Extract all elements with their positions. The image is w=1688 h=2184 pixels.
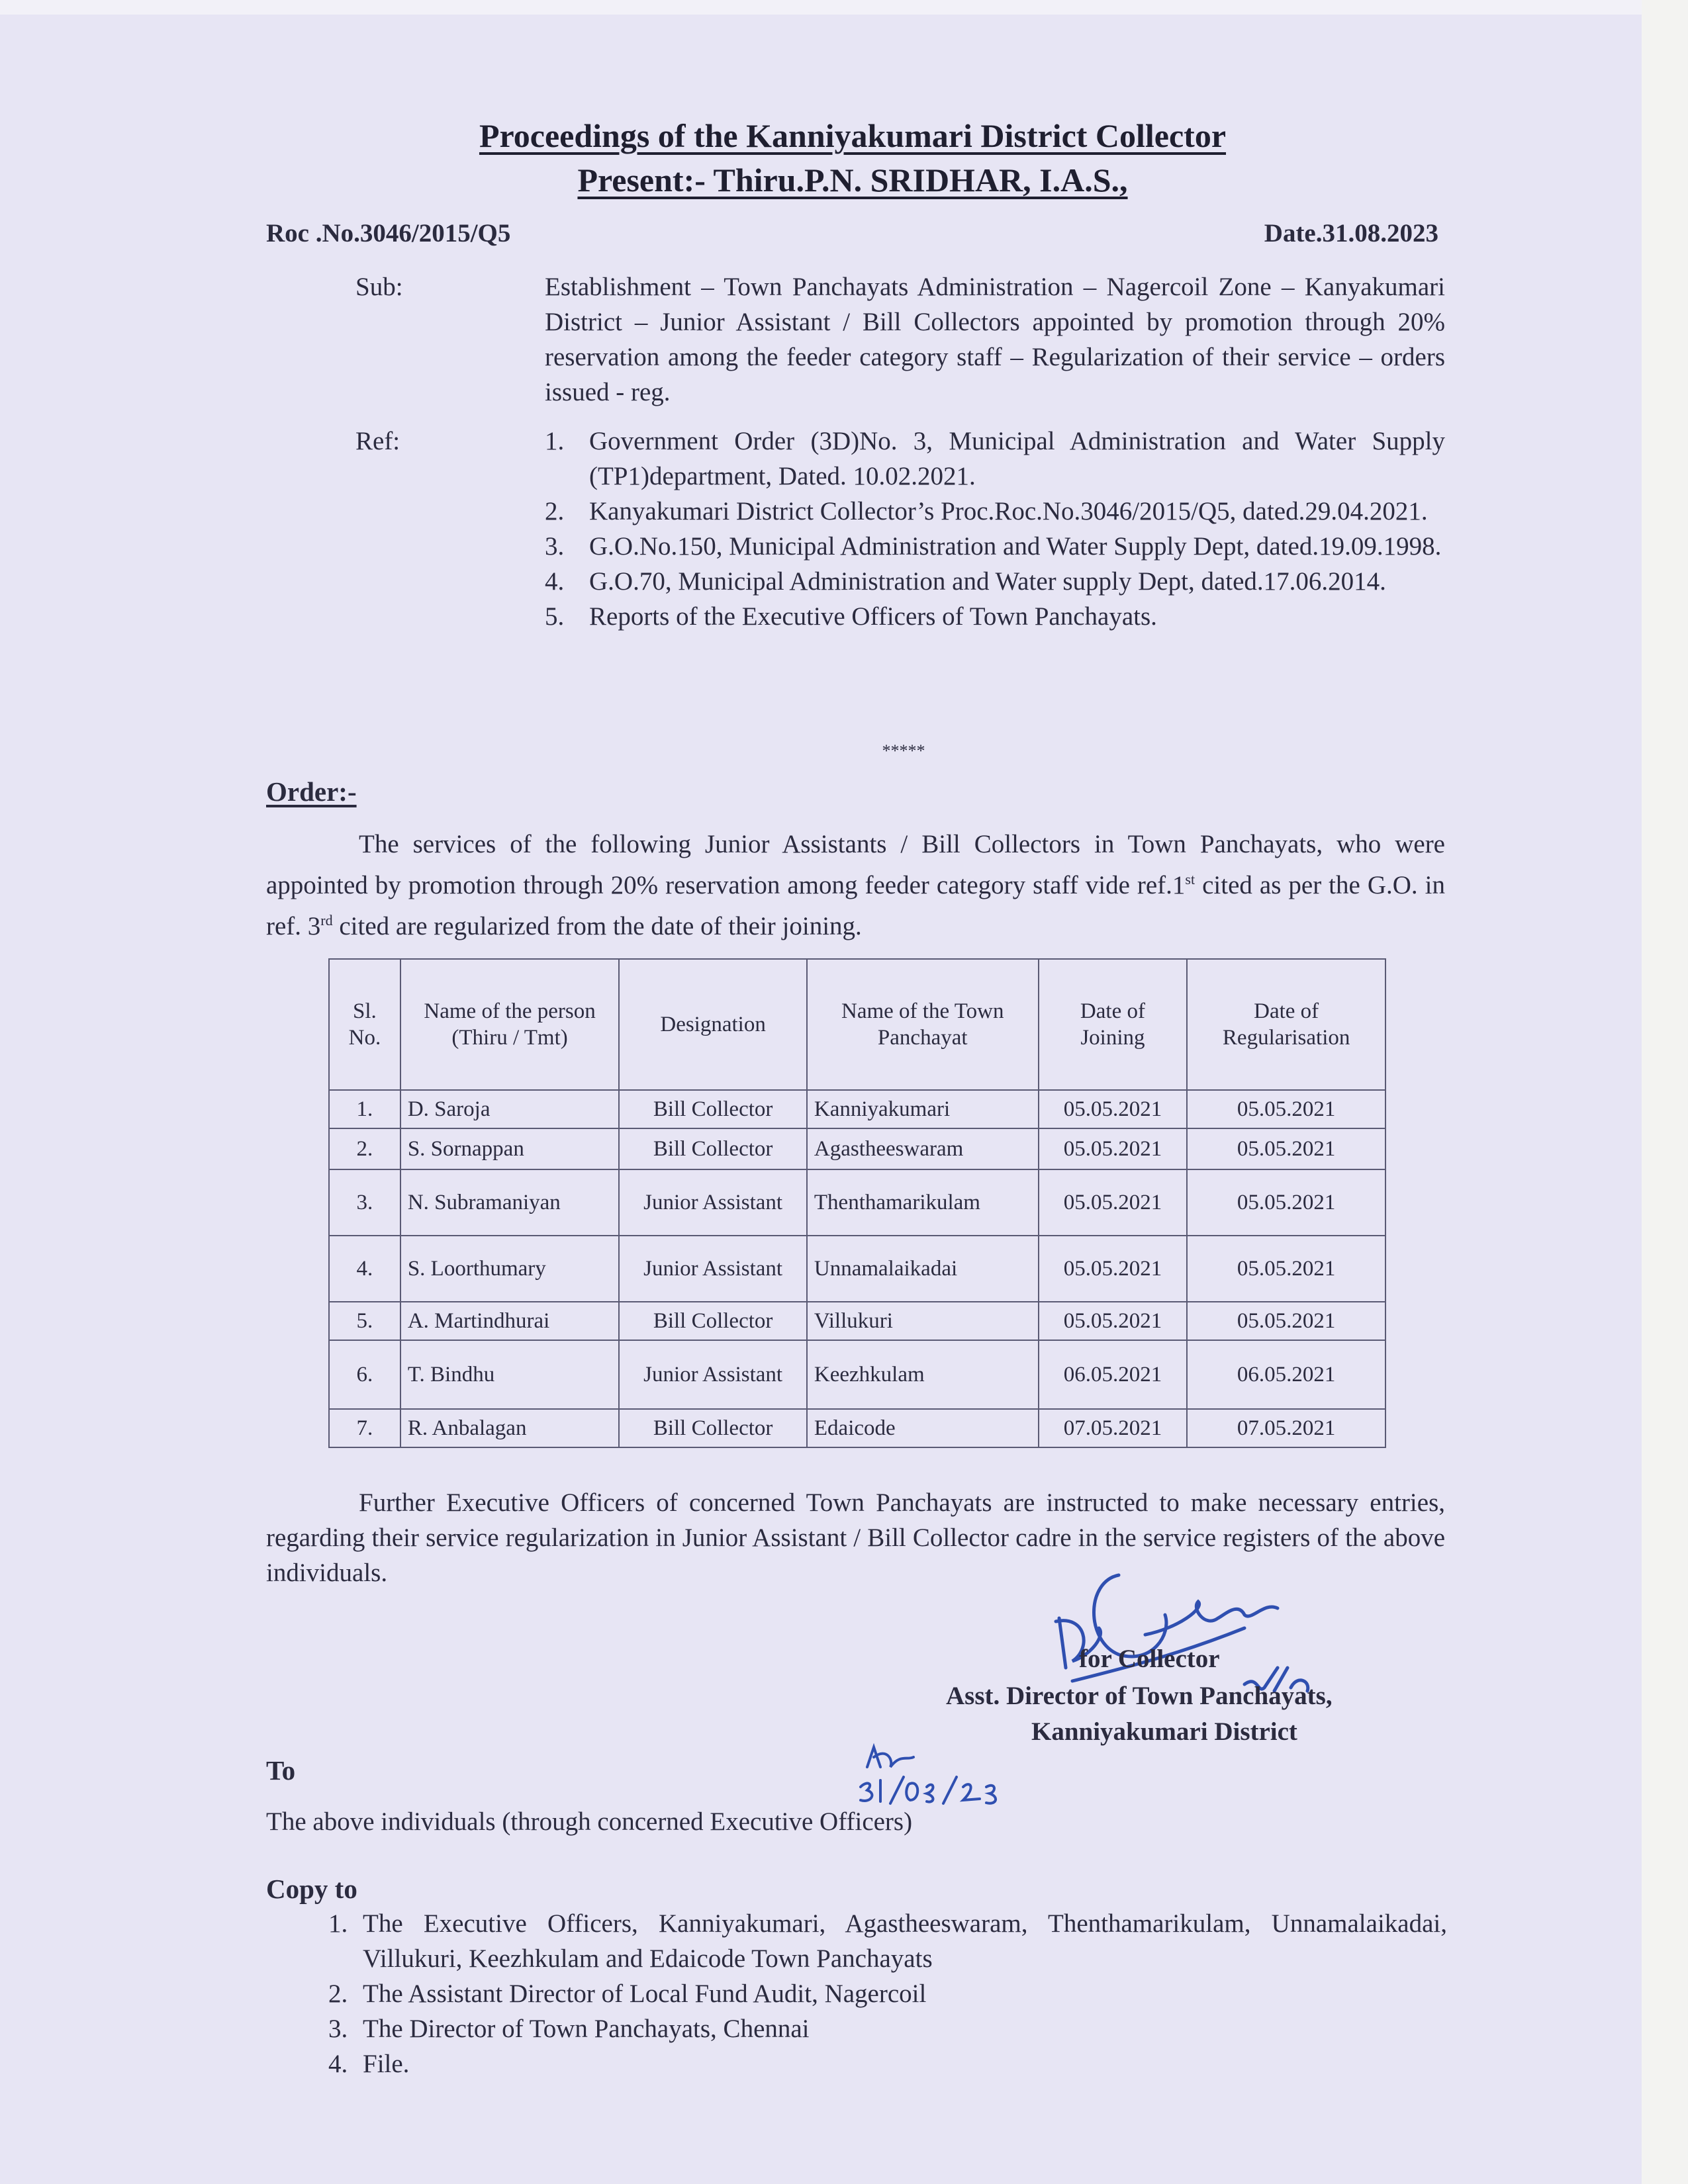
cell-town-panchayat: Kanniyakumari (807, 1090, 1039, 1128)
copy-to-text: File. (363, 2050, 410, 2078)
cell-town-panchayat: Agastheeswaram (807, 1128, 1039, 1169)
present-line: Present:- Thiru.P.N. SRIDHAR, I.A.S., (577, 161, 1128, 199)
cell-date-of-joining: 05.05.2021 (1039, 1169, 1188, 1236)
cell-date-of-regularisation: 05.05.2021 (1187, 1169, 1385, 1236)
cell-designation: Bill Collector (619, 1090, 807, 1128)
reference-number: 5. (545, 602, 565, 631)
copy-to-number: 3. (328, 2015, 348, 2043)
cell-date-of-regularisation: 06.05.2021 (1187, 1340, 1385, 1409)
header-sl-no: Sl. No. (329, 959, 400, 1090)
scan-top-edge (0, 0, 1688, 15)
cell-designation: Junior Assistant (619, 1236, 807, 1302)
table-row (329, 1169, 1385, 1236)
reference-number: 3. (545, 532, 565, 561)
cell-date-of-regularisation: 05.05.2021 (1187, 1236, 1385, 1302)
cell-sl-no: 5. (329, 1302, 400, 1340)
table-row (329, 1409, 1385, 1447)
cell-date-of-regularisation: 05.05.2021 (1187, 1302, 1385, 1340)
cell-date-of-joining: 06.05.2021 (1039, 1340, 1188, 1409)
header-name: Name of the person (Thiru / Tmt) (400, 959, 620, 1090)
cell-date-of-regularisation: 07.05.2021 (1187, 1409, 1385, 1447)
table-row (329, 1236, 1385, 1302)
copy-to-number: 2. (328, 1979, 348, 2008)
reference-item (545, 424, 1445, 494)
cell-sl-no: 1. (329, 1090, 400, 1128)
cell-name: N. Subramaniyan (400, 1169, 620, 1236)
cell-name: D. Saroja (400, 1090, 620, 1128)
cell-designation: Bill Collector (619, 1302, 807, 1340)
subject-text: Establishment – Town Panchayats Administration – Nagercoil Zone – Kanyakumari District – Junior Assistant / Bill Collectors appointed by promotion through 20% reservation among the feeder category staff – Regularization of their service – orders issued - reg. (545, 273, 1445, 406)
reference-item (545, 494, 1445, 529)
cell-town-panchayat: Keezhkulam (807, 1340, 1039, 1409)
reference-item (545, 599, 1445, 634)
cell-name: S. Sornappan (400, 1128, 620, 1169)
cell-date-of-joining: 05.05.2021 (1039, 1236, 1188, 1302)
cell-town-panchayat: Unnamalaikadai (807, 1236, 1039, 1302)
roc-number: Roc .No.3046/2015/Q5 (266, 219, 511, 248)
table-row (329, 1302, 1385, 1340)
document-title: Proceedings of the Kanniyakumari District Collector (479, 117, 1227, 154)
copy-to-label: Copy to (266, 1874, 357, 1904)
cell-town-panchayat: Edaicode (807, 1409, 1039, 1447)
cell-sl-no: 2. (329, 1128, 400, 1169)
separator-stars: ***** (882, 741, 925, 760)
copy-to-item (328, 2011, 1447, 2046)
copy-to-number: 1. (328, 1909, 348, 1938)
cell-designation: Bill Collector (619, 1409, 807, 1447)
cell-town-panchayat: Villukuri (807, 1302, 1039, 1340)
copy-to-text: The Director of Town Panchayats, Chennai (363, 2015, 810, 2043)
header-date-of-joining: Date of Joining (1039, 959, 1188, 1090)
copy-to-item (328, 2046, 1447, 2081)
cell-name: S. Loorthumary (400, 1236, 620, 1302)
signatory-district: Kanniyakumari District (1031, 1717, 1297, 1746)
reference-item (545, 564, 1445, 599)
header-date-of-regularisation: Date of Regularisation (1187, 959, 1385, 1090)
reference-text: Government Order (3D)No. 3, Municipal Administration and Water Supply (TP1)department, Dated. 10.02.2021. (589, 427, 1445, 490)
cell-sl-no: 7. (329, 1409, 400, 1447)
cell-name: R. Anbalagan (400, 1409, 620, 1447)
cell-designation: Bill Collector (619, 1128, 807, 1169)
reference-number: 1. (545, 427, 565, 455)
cell-date-of-regularisation: 05.05.2021 (1187, 1128, 1385, 1169)
cell-sl-no: 3. (329, 1169, 400, 1236)
header-designation: Designation (619, 959, 807, 1090)
cell-date-of-joining: 05.05.2021 (1039, 1302, 1188, 1340)
copy-to-text: The Executive Officers, Kanniyakumari, Agastheeswaram, Thenthamarikulam, Unnamalaikadai, Villukuri, Keezhkulam and Edaicode Town Panchayats (363, 1909, 1447, 1973)
cell-sl-no: 6. (329, 1340, 400, 1409)
handwritten-date-icon (854, 1741, 1013, 1813)
cell-designation: Junior Assistant (619, 1169, 807, 1236)
reference-text: G.O.No.150, Municipal Administration and Water Supply Dept, dated.19.09.1998. (589, 532, 1442, 561)
further-paragraph: Further Executive Officers of concerned Town Panchayats are instructed to make necessary entries, regarding their service regularization in Junior Assistant / Bill Collector cadre in the service registers of the above individuals. (266, 1488, 1445, 1587)
reference-label: Ref: (355, 427, 400, 455)
subject-label: Sub: (355, 273, 403, 301)
order-paragraph (266, 827, 1445, 944)
order-heading: Order:- (266, 776, 357, 807)
cell-date-of-joining: 05.05.2021 (1039, 1128, 1188, 1169)
reference-list (545, 424, 1445, 634)
document-date: Date.31.08.2023 (1264, 219, 1438, 248)
cell-town-panchayat: Thenthamarikulam (807, 1169, 1039, 1236)
reference-item (545, 529, 1445, 564)
header-town-panchayat: Name of the Town Panchayat (807, 959, 1039, 1090)
cell-designation: Junior Assistant (619, 1340, 807, 1409)
order-text: The services of the following Junior Assistants / Bill Collectors in Town Panchayats, who were appointed by promotion through 20% reservation among feeder category staff vide ref.1 (266, 830, 1445, 899)
copy-to-item (328, 1976, 1447, 2011)
table-row (329, 1128, 1385, 1169)
order-text: cited as per the G.O. in ref. 3 (266, 871, 1445, 940)
table-row (329, 1340, 1385, 1409)
signatory-designation: Asst. Director of Town Panchayats, (946, 1682, 1333, 1710)
to-recipients: The above individuals (through concerned Executive Officers) (266, 1807, 913, 1836)
scan-right-edge (1642, 0, 1688, 2184)
copy-to-item (328, 1906, 1447, 1976)
reference-text: Reports of the Executive Officers of Town Panchayats. (589, 602, 1157, 631)
copy-to-text: The Assistant Director of Local Fund Audit, Nagercoil (363, 1979, 927, 2008)
superscript: st (1185, 871, 1196, 887)
cell-name: A. Martindhurai (400, 1302, 620, 1340)
table-row (329, 1090, 1385, 1128)
signature-for-collector: for Collector (1079, 1645, 1220, 1673)
reference-number: 4. (545, 567, 565, 596)
cell-date-of-joining: 07.05.2021 (1039, 1409, 1188, 1447)
reference-text: Kanyakumari District Collector’s Proc.Roc.No.3046/2015/Q5, dated.29.04.2021. (589, 497, 1428, 525)
copy-to-list (328, 1906, 1447, 2081)
superscript: rd (320, 912, 333, 929)
cell-sl-no: 4. (329, 1236, 400, 1302)
reference-text: G.O.70, Municipal Administration and Water supply Dept, dated.17.06.2014. (589, 567, 1386, 596)
cell-date-of-regularisation: 05.05.2021 (1187, 1090, 1385, 1128)
reference-number: 2. (545, 497, 565, 525)
order-text: cited are regularized from the date of their joining. (332, 912, 862, 940)
cell-date-of-joining: 05.05.2021 (1039, 1090, 1188, 1128)
regularisation-table (328, 958, 1386, 1448)
table-header-row (329, 959, 1385, 1090)
to-label: To (266, 1755, 296, 1786)
copy-to-number: 4. (328, 2050, 348, 2078)
cell-name: T. Bindhu (400, 1340, 620, 1409)
